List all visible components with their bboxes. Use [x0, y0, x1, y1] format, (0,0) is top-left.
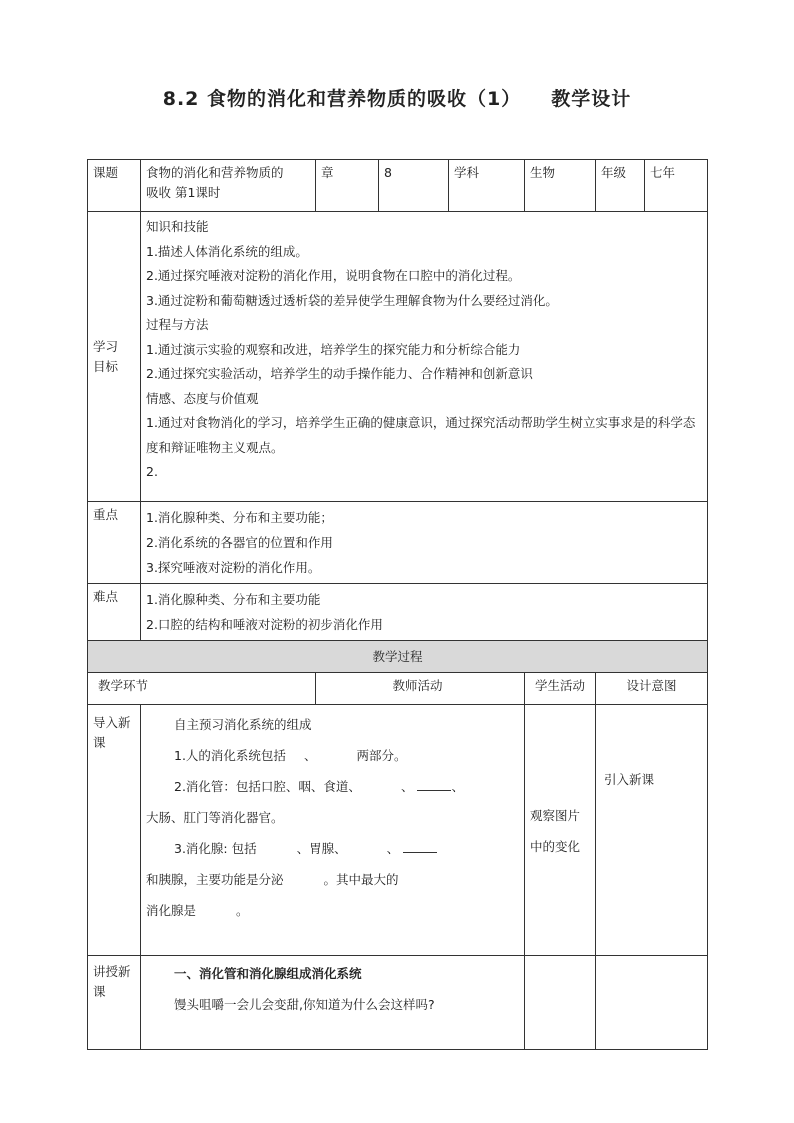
intro-q2: 2.消化管：包括口腔、咽、食道、 、 、 — [174, 779, 464, 794]
goals-label-line-1: 学习 — [93, 338, 119, 354]
intro-row — [88, 705, 708, 956]
goals-label-line-2: 目标 — [93, 358, 119, 374]
key-points-content — [141, 502, 708, 584]
goal-line: 2. — [146, 464, 158, 479]
header-row — [88, 160, 708, 212]
goals-label — [88, 212, 141, 502]
intro-q2-cont: 大肠、肛门等消化器官。 — [146, 810, 284, 825]
intro-q3: 3.消化腺: 包括 、胃腺、 、 — [146, 833, 519, 864]
topic-line-2: 吸收 第1课时 — [146, 185, 221, 200]
goals-content — [141, 212, 708, 502]
lesson-plan-table — [87, 159, 708, 1050]
goal-line: 情感、态度与价值观 — [146, 390, 259, 406]
goal-line: 1.描述人体消化系统的组成。 — [146, 243, 308, 259]
key-points-row — [88, 502, 708, 584]
chapter-value: 8 — [379, 160, 449, 212]
grade-value: 七年 — [645, 160, 708, 212]
goal-line: 1.通过对食物消化的学习，培养学生正确的健康意识，通过探究活动帮助学生树立实事求是的科学态度和辩证唯物主义观点。 — [146, 415, 696, 455]
goals-row — [88, 212, 708, 502]
key-point-line: 2.消化系统的各器官的位置和作用 — [146, 535, 333, 550]
intro-intent: 引入新课 — [596, 705, 708, 956]
goal-line: 知识和技能 — [146, 219, 209, 234]
intro-teacher — [141, 705, 525, 956]
difficult-points-content — [141, 584, 708, 641]
subject-value: 生物 — [525, 160, 596, 212]
new-student — [525, 956, 596, 1050]
new-stage: 讲授新课 — [88, 956, 141, 1050]
process-band: 教学过程 — [88, 641, 708, 673]
intro-q1: 1.人的消化系统包括 、 两部分。 — [174, 748, 407, 763]
topic-line-1: 食物的消化和营养物质的 — [146, 165, 284, 180]
col-student: 学生活动 — [525, 673, 596, 705]
goal-line: 3.通过淀粉和葡萄糖透过透析袋的差异使学生理解食物为什么要经过消化。 — [146, 292, 558, 308]
topic-value — [141, 160, 316, 212]
col-teacher: 教师活动 — [316, 673, 525, 705]
new-intent — [596, 956, 708, 1050]
process-column-header — [88, 673, 708, 705]
col-intent: 设计意图 — [596, 673, 708, 705]
key-point-line: 3.探究唾液对淀粉的消化作用。 — [146, 560, 321, 575]
goal-line: 2.通过探究唾液对淀粉的消化作用，说明食物在口腔中的消化过程。 — [146, 268, 521, 283]
new-text: 馒头咀嚼一会儿会变甜,你知道为什么会这样吗? — [174, 997, 435, 1012]
intro-q3-end: 消化腺是 。 — [146, 903, 249, 918]
intro-stage: 导入新课 — [88, 705, 141, 956]
difficult-points-row — [88, 584, 708, 641]
goal-line: 1.通过演示实验的观察和改进，培养学生的探究能力和分析综合能力 — [146, 341, 521, 357]
key-points-label: 重点 — [88, 502, 141, 584]
goal-line: 过程与方法 — [146, 317, 209, 332]
difficult-point-line: 1.消化腺种类、分布和主要功能 — [146, 592, 321, 607]
goal-line: 2.通过探究实验活动，培养学生的动手操作能力、合作精神和创新意识 — [146, 366, 533, 381]
intro-heading: 自主预习消化系统的组成 — [174, 717, 312, 732]
title-main: 8.2 食物的消化和营养物质的吸收（1） — [162, 88, 522, 110]
new-heading: 一、消化管和消化腺组成消化系统 — [174, 966, 362, 981]
title-suffix: 教学设计 — [551, 88, 632, 110]
key-point-line: 1.消化腺种类、分布和主要功能； — [146, 510, 333, 525]
subject-label: 学科 — [449, 160, 525, 212]
intro-q3-cont: 和胰腺，主要功能是分泌 。其中最大的 — [146, 872, 399, 887]
chapter-label: 章 — [316, 160, 379, 212]
grade-label: 年级 — [596, 160, 645, 212]
intro-student: 观察图片中的变化 — [525, 705, 596, 956]
difficult-point-line: 2.口腔的结构和唾液对淀粉的初步消化作用 — [146, 617, 383, 632]
page-title — [0, 84, 794, 111]
new-teacher — [141, 956, 525, 1050]
col-stage: 教学环节 — [88, 673, 316, 705]
new-lesson-row — [88, 956, 708, 1050]
topic-label: 课题 — [88, 160, 141, 212]
difficult-points-label: 难点 — [88, 584, 141, 641]
process-band-row — [88, 641, 708, 673]
